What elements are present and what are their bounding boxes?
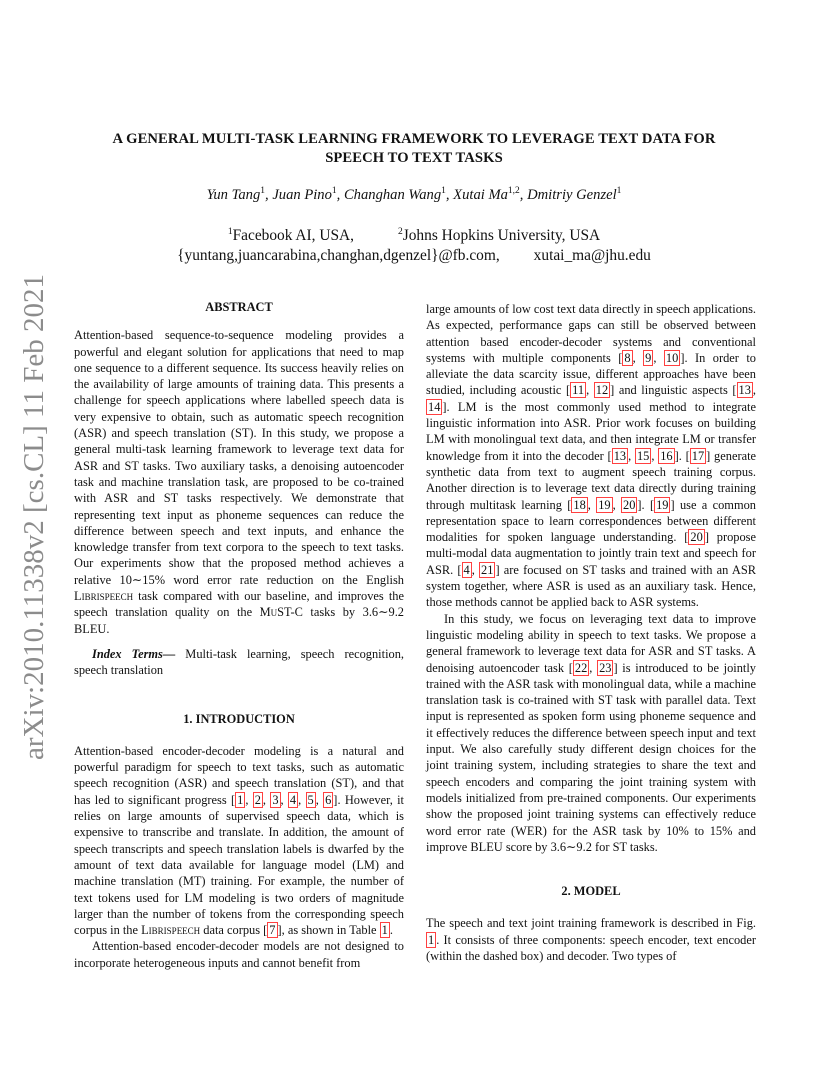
citation-link[interactable]: 20 <box>690 530 703 545</box>
author-affiliation-mark: 1 <box>616 186 622 197</box>
citation-link[interactable]: 19 <box>598 497 611 512</box>
abstract-text <box>74 327 404 637</box>
index-terms-text: Multi-task learning, speech recognition, speech translation <box>74 646 405 678</box>
citation-link[interactable]: 13 <box>613 448 627 463</box>
citation-group: [ 18 , 19 , 20 ] <box>567 497 642 512</box>
intro-text-part: . In order to alleviate the data scarcity issue, different approaches have been studied, including acoustic <box>426 350 757 398</box>
author-name: Xutai Ma <box>453 187 508 203</box>
model-paragraph <box>426 915 756 964</box>
arxiv-stamp-text: arXiv:2010.11338v2 [cs.CL] 11 Feb 2021 <box>18 274 50 760</box>
affiliations <box>0 226 828 266</box>
intro-text-part: . <box>641 497 650 512</box>
author-list: Yun Tang$^1$, Juan Pino$^1$, Changhan Wang$^1$, Xutai Ma$^{1,2}$, Dmitriy Genzel$^1$ <box>206 186 622 203</box>
right-column <box>426 301 756 964</box>
citation-link[interactable]: 21 <box>481 562 494 577</box>
author-affiliation-mark: 1 <box>441 186 446 197</box>
citation-link[interactable]: 16 <box>660 448 673 463</box>
citation-link[interactable]: 5 <box>307 792 314 807</box>
intro-text-part: . However, it relies on large amounts of supervised speech data, which is expensive to transcribe and translate. In addition, the amount of speech transcripts and speech translation labels is dwarfed by the amount of text data available for language model (LM) and machine translation (MT) training. For example, the number of text tokens used for LM modeling is two orders of magnitude larger than the number of tokens from the corresponding speech corpus in the <box>74 792 404 938</box>
model-text-part: . It consists of three components: speech encoder, text encoder (within the dashed box) and decoder. Two types of <box>426 932 756 963</box>
author-affiliation-mark: 1 <box>331 186 337 197</box>
citation-link[interactable]: 9 <box>645 350 652 365</box>
intro-refs-1: [ 1 , 2 , 3 , 4 , 5 , 6 ] <box>230 792 338 807</box>
affiliation-line <box>0 226 828 246</box>
paper-title-line-1: A GENERAL MULTI-TASK LEARNING FRAMEWORK TO LEVERAGE TEXT DATA FOR <box>112 131 716 147</box>
citation-link[interactable]: 19 <box>656 497 669 512</box>
citation-group: [ 13 , 14 ] <box>428 383 756 414</box>
citation-link[interactable]: 3 <box>272 792 279 807</box>
intro-text-part: propose multi-modal data augmentation to jointly train text and speech for ASR. <box>426 530 756 577</box>
index-terms-label: Index Terms— <box>92 646 176 661</box>
intro-text-part: . LM is the most commonly used method to integrate linguistic information into ASR. Prior work focuses on building LM with monolingual text data, and then integrate LM or transfer knowledge from it into the decoder <box>426 399 756 463</box>
left-column <box>74 299 404 971</box>
citation-link[interactable]: 1 <box>237 792 244 807</box>
affiliation-1: Facebook AI, USA, <box>232 227 354 244</box>
email-line <box>0 246 828 266</box>
citation-link[interactable]: 15 <box>636 448 650 463</box>
abstract-text-part: task compared with our baseline, and improves the speech translation quality on the M <box>74 589 404 620</box>
table-link[interactable]: 1 <box>381 923 388 938</box>
must-smallcaps: u <box>270 605 278 620</box>
intro-paragraph-2: Attention-based encoder-decoder models are not designed to incorporate heterogeneous inputs and cannot benefit from <box>74 939 404 970</box>
abstract-text-part: ST-C tasks by 3.6∼9.2 BLEU. <box>74 605 404 636</box>
citation-group: [ 8 , 9 , 10 ] <box>618 350 685 365</box>
intro-paragraph-3 <box>426 611 756 855</box>
citation-link[interactable]: 13 <box>738 383 751 398</box>
citation-group: [ 22 , 23 ] <box>568 660 618 675</box>
author-affiliation-mark: 1 <box>260 186 266 197</box>
intro-text-part: use a common representation space to learn correspondences between different modalities for spoken language understanding. <box>426 497 756 545</box>
affiliation-1-mark: 1 <box>227 226 233 237</box>
intro-text-part: Attention-based encoder-decoder modeling is a natural and powerful paradigm for speech to text tasks, such as automatic speech recognition (ASR) and speech translation (ST), and that has led to significant progress <box>74 743 404 807</box>
paper-title <box>0 130 828 168</box>
librispeech-smallcaps: Librispeech <box>74 589 134 604</box>
index-terms <box>74 646 404 679</box>
citation-link[interactable]: 4 <box>463 562 470 577</box>
intro-text-part: . <box>389 923 393 938</box>
intro-text-part: , as shown in Table <box>281 923 380 938</box>
intro-text-part: and linguistic aspects <box>614 383 733 398</box>
citation-link[interactable]: 11 <box>572 383 585 398</box>
citation-link[interactable]: 14 <box>428 399 441 414</box>
author-affiliation-mark: 1,2 <box>507 186 520 197</box>
intro-text-part: large amounts of low cost text data directly in speech applications. As expected, performance gaps can still be observed between attention based encoder-decoder systems and conventional systems with multiple components <box>426 302 756 365</box>
email-facebook: {yuntang,juancarabina,changhan,dgenzel}@fb.com, <box>177 247 500 264</box>
email-jhu: xutai_ma@jhu.edu <box>533 247 651 264</box>
citation-link[interactable]: 10 <box>665 350 679 365</box>
intro-text-part: . <box>678 448 686 463</box>
citation-link[interactable]: 6 <box>325 792 332 807</box>
citation-link[interactable]: 23 <box>599 660 612 675</box>
author-name: Dmitriy Genzel <box>527 187 617 203</box>
introduction-heading: 1. INTRODUCTION <box>183 711 295 726</box>
model-heading: 2. MODEL <box>561 884 621 899</box>
citation-link[interactable]: 12 <box>595 383 609 398</box>
arxiv-stamp <box>18 274 58 760</box>
citation-group: [ 11 , 12 ] <box>566 383 615 398</box>
citation-link[interactable]: 7 <box>269 923 276 938</box>
citation-link[interactable]: 2 <box>254 792 261 807</box>
intro-paragraph-1: Attention-based encoder-decoder modeling is a natural and powerful paradigm for speech to text tasks, such as automatic speech recognition (ASR) and speech translation (ST), and that has led to significant progress [ 1 , 2 , 3 , 4 , 5 , 6 ]. However, it relies on large amounts of supervised speech data, which is expensive to transcribe and translate. In addition, the amount of speech transcripts and speech translation labels is dwarfed by the amount of text data available for language model (LM) and machine translation (MT) training. For example, the number of text tokens used for LM modeling is two orders of magnitude larger than the number of tokens from the corresponding speech corpus in the Librispeech data corpus [ 7 ], as shown in Table 1 . <box>74 743 404 938</box>
intro-text-part: data corpus <box>200 923 264 938</box>
librispeech-smallcaps: Librispeech <box>141 923 201 938</box>
intro-text-part: are focused on ST tasks and trained with an ASR system together, where ASR is used as an auxiliary task. Hence, those methods cannot be applied back to ASR systems. <box>426 562 756 610</box>
citation-link[interactable]: 20 <box>623 497 636 512</box>
abstract-heading: ABSTRACT <box>205 300 273 314</box>
author-name: Juan Pino <box>272 187 332 203</box>
author-name: Changhan Wang <box>343 187 442 203</box>
intro-paragraph-continued: large amounts of low cost text data directly in speech applications. As expected, performance gaps can still be observed between attention based encoder-decoder systems and conventional systems with multiple components [ 8 , 9 , 10 ]. In order to alleviate the data scarcity issue, different approaches have been studied, including acoustic [ 11 , 12 ] and linguistic aspects [ 13 , 14 ]. LM is the most commonly used method to integrate linguistic information into ASR. Prior work focuses on building LM with monolingual text data, and then integrate LM or transfer knowledge from it into the decoder [ 13 , 15 , 16 ]. [ 17 ] generate synthetic data from text to augment speech training corpus. Another direction is to leverage text data directly during training through multitask learning [ 18 , 19 , 20 ]. [ 19 ] use a common representation space to learn correspondences between different modalities for spoken language understanding. [ 20 ] propose multi-modal data augmentation to jointly train text and speech for ASR. [ 4 , 21 ] are focused on ST tasks and trained with an ASR system together, where ASR is used as an auxiliary task. Hence, those methods cannot be applied back to ASR systems. <box>426 302 757 610</box>
figure-link[interactable]: 1 <box>428 932 435 947</box>
intro-text-part: In this study, we focus on leveraging text data to improve linguistic modeling ability in speech to text tasks. We propose a general framework to leverage text data for ASR and ST tasks. A denoising autoencoder task <box>426 611 756 675</box>
model-text-part: The speech and text joint training framework is described in Fig. <box>426 916 756 931</box>
citation-link[interactable]: 8 <box>624 350 631 365</box>
citation-group: [ 4 , 21 ] <box>457 562 500 577</box>
intro-text-part: generate synthetic data from text to augment speech training corpus. Another direction is to leverage text data directly during training through multitask learning <box>426 448 757 512</box>
abstract-text-part: Attention-based sequence-to-sequence modeling provides a powerful and elegant solution for applications that need to map one sequence to a different sequence. Its success heavily relies on the availability of large amounts of training data. This presents a challenge for speech applications where labelled speech data is very expensive to obtain, such as automatic speech recognition (ASR) and speech translation (ST). In this study, we propose a general multi-task learning framework to leverage text data for ASR and ST tasks. Two auxiliary tasks, a denoising autoencoder task and machine translation task, are proposed to be co-trained with ASR and ST tasks respectively. We demonstrate that representing text input as phoneme sequences can reduce the difference between speech and text inputs, and enhance the knowledge transfer from text corpora to the speech to text tasks. Our experiments show that the proposed method achieves a relative 10∼15% word error rate reduction on the English <box>74 328 404 587</box>
citation-link[interactable]: 4 <box>289 792 297 807</box>
citation-link[interactable]: 22 <box>574 660 588 675</box>
citation-link[interactable]: 18 <box>573 497 586 512</box>
affiliation-2-mark: 2 <box>398 226 403 237</box>
paper-title-line-2: SPEECH TO TEXT TASKS <box>325 150 503 166</box>
intro-text-part: is introduced to be jointly trained with the ASR task with monolingual data, while a machine translation task is co-trained with ST task with parallel data. Text input is represented as spoken form using phoneme sequence and it effectively reduces the difference between speech input and text input. We also carefully study different design choices for the joint training system, including strategies to share the text and speech encoders and comparing the joint training system with models initialized from pre-trained components. Our experiments show the proposed joint training systems can effectively reduce word error rate (WER) for the ASR task by 10% to 15% and improve BLEU score by 3.6∼9.2 for ST tasks. <box>426 660 756 854</box>
affiliation-2: Johns Hopkins University, USA <box>402 227 601 244</box>
citation-link[interactable]: 17 <box>691 448 705 463</box>
citation-group: [ 13 , 15 , 16 ] <box>607 448 679 463</box>
author-name: Yun Tang <box>206 187 261 203</box>
